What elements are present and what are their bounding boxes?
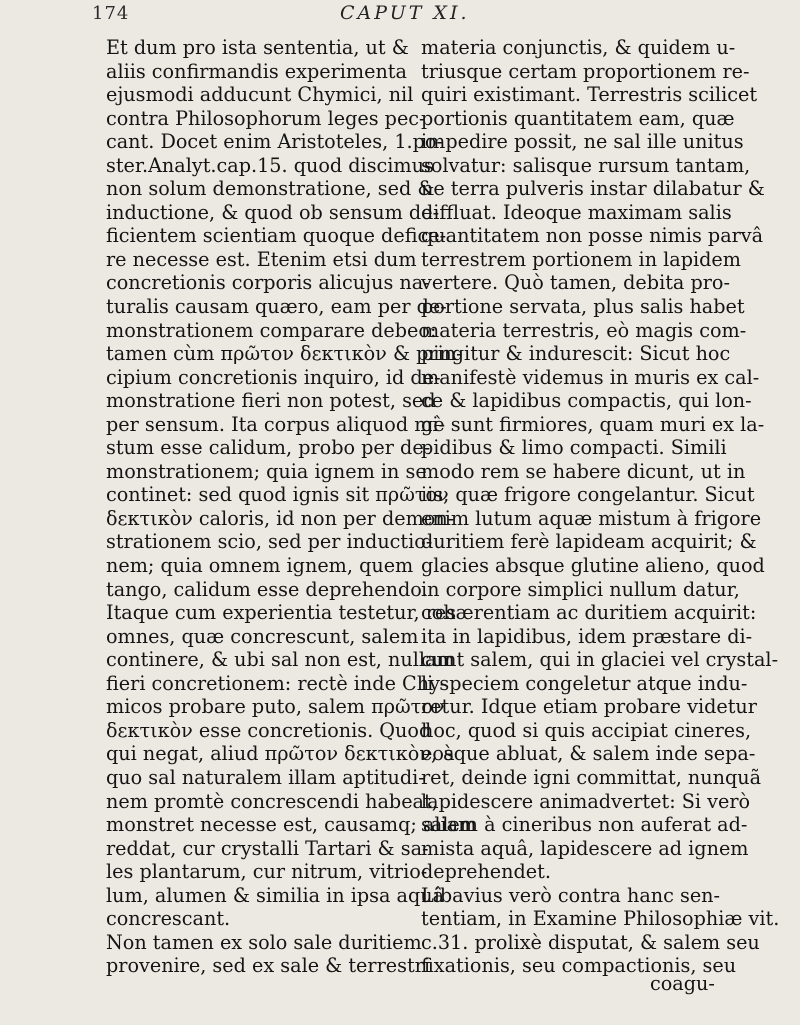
text-line: Non tamen ex solo sale duritiem: [106, 930, 422, 954]
text-line: per sensum. Ita corpus aliquod mi-: [106, 412, 446, 436]
text-line: solvatur: salisque rursum tantam,: [421, 153, 751, 177]
text-line: aliis confirmandis experimenta: [106, 59, 407, 83]
catchword: coagu-: [650, 972, 715, 995]
text-line: deprehendet.: [421, 860, 551, 884]
text-line: fixationis, seu compactionis, seu: [421, 954, 737, 978]
text-line: quo sal naturalem illam aptitudi-: [106, 765, 425, 789]
left-text-column: [106, 36, 477, 978]
text-line: concrescant.: [106, 907, 231, 931]
right-text-column: [421, 36, 780, 978]
page-header: [0, 0, 800, 26]
text-line: vertere. Quò tamen, debita pro-: [421, 271, 730, 295]
text-line: ne terra pulveris instar dilabatur &: [421, 177, 765, 201]
text-line: δεκτικὸν caloris, id non per demon-: [106, 506, 455, 530]
text-line: ster.Analyt.cap.15. quod discimus: [106, 153, 434, 177]
text-line: re necesse est. Etenim etsi dum: [106, 247, 417, 271]
text-line: mista aquâ, lapidescere ad ignem: [421, 836, 749, 860]
text-line: fieri concretionem: rectè inde Chy-: [106, 671, 447, 695]
text-line: omnes, quæ concrescunt, salem: [106, 624, 419, 648]
text-line: gè sunt firmiores, quam muri ex la-: [421, 412, 765, 436]
text-line: lapidescere animadvertet: Si verò: [421, 789, 751, 813]
running-title: CAPUT XI.: [340, 2, 470, 24]
text-line: portione servata, plus salis habet: [421, 295, 745, 319]
text-line: monstrationem; quia ignem in se: [106, 459, 427, 483]
text-line: turalis causam quæro, eam per de-: [106, 295, 447, 319]
text-line: triusque certam proportionem re-: [421, 59, 750, 83]
text-line: li speciem congeletur atque indu-: [421, 671, 748, 695]
text-line: concretionis corporis alicujus na-: [106, 271, 430, 295]
text-line: salem à cineribus non auferat ad-: [421, 813, 748, 837]
text-line: ret, deinde igni committat, nunquã: [421, 765, 762, 789]
text-line: tentiam, in Examine Philosophiæ vit.: [421, 907, 780, 931]
text-line: pidibus & limo compacti. Simili: [421, 436, 727, 460]
text-line: hoc, quod si quis accipiat cineres,: [421, 718, 752, 742]
text-line: lum, alumen & similia in ipsa aquâ: [106, 883, 445, 907]
text-line: micos probare puto, salem πρῶτον: [106, 695, 445, 719]
text-line: quiri existimant. Terrestris scilicet: [421, 83, 758, 107]
text-line: modo rem se habere dicunt, ut in: [421, 459, 746, 483]
text-line: δεκτικὸν esse concretionis. Quod: [106, 718, 432, 742]
text-line: provenire, sed ex sale & terrestri: [106, 954, 430, 978]
text-line: glacies absque glutine alieno, quod: [421, 554, 765, 578]
text-line: stum esse calidum, probo per de-: [106, 436, 431, 460]
text-line: terrestrem portionem in lapidem: [421, 247, 741, 271]
text-line: contra Philosophorum leges pec-: [106, 106, 426, 130]
text-line: eosque abluat, & salem inde sepa-: [421, 742, 756, 766]
text-line: continere, & ubi sal non est, nullam: [106, 648, 455, 672]
text-line: monstrationem comparare debeo:: [106, 318, 437, 342]
page-number: 174: [92, 3, 130, 24]
text-line: non solum demonstratione, sed &: [106, 177, 435, 201]
text-line: monstratione fieri non potest, sed: [106, 389, 436, 413]
text-line: tamen cùm πρῶτον δεκτικὸν & prin-: [106, 342, 463, 366]
text-line: inductione, & quod ob sensum de-: [106, 200, 440, 224]
text-line: nem promtè concrescendi habeat,: [106, 789, 438, 813]
text-line: cohærentiam ac duritiem acquirit:: [421, 601, 757, 625]
text-line: portionis quantitatem eam, quæ: [421, 106, 735, 130]
text-line: materia conjunctis, & quidem u-: [421, 36, 736, 59]
text-line: continet: sed quod ignis sit πρῶτον: [106, 483, 449, 507]
text-line: quantitatem non posse nimis parvâ: [421, 224, 764, 248]
text-line: enim lutum aquæ mistum à frigore: [421, 506, 762, 530]
text-line: iis, quæ frigore congelantur. Sicut: [421, 483, 755, 507]
text-line: nem; quia omnem ignem, quem: [106, 554, 414, 578]
text-line: tango, calidum esse deprehendo.: [106, 577, 428, 601]
text-line: impedire possit, ne sal ille unitus: [421, 130, 744, 154]
text-line: ce & lapidibus compactis, qui lon-: [421, 389, 752, 413]
text-line: strationem scio, sed per inductio-: [106, 530, 433, 554]
text-line: ficientem scientiam quoque defice-: [106, 224, 447, 248]
text-line: cant. Docet enim Aristoteles, 1.po-: [106, 130, 443, 154]
text-line: diffluat. Ideoque maximam salis: [421, 200, 732, 224]
text-line: cipium concretionis inquiro, id de-: [106, 365, 441, 389]
text-line: materia terrestris, eò magis com-: [421, 318, 747, 342]
text-line: Libavius verò contra hanc sen-: [421, 883, 721, 907]
text-line: les plantarum, cur nitrum, vitrio-: [106, 860, 428, 884]
text-line: c.31. prolixè disputat, & salem seu: [421, 930, 760, 954]
text-line: pingitur & indurescit: Sicut hoc: [421, 342, 731, 366]
text-line: manifestè videmus in muris ex cal-: [421, 365, 760, 389]
text-line: Itaque cum experientia testetur, res: [106, 601, 457, 625]
text-line: retur. Idque etiam probare videtur: [421, 695, 757, 719]
text-line: Et dum pro ista sententia, ut &: [106, 36, 409, 59]
text-line: ita in lapidibus, idem præstare di-: [421, 624, 753, 648]
text-line: duritiem ferè lapideam acquirit; &: [421, 530, 757, 554]
text-line: reddat, cur crystalli Tartari & sa-: [106, 836, 429, 860]
text-line: ejusmodi adducunt Chymici, nil: [106, 83, 414, 107]
text-line: monstret necesse est, causamq; aliam: [106, 813, 477, 837]
text-line: cunt salem, qui in glaciei vel crystal-: [421, 648, 779, 672]
text-line: in corpore simplici nullum datur,: [421, 577, 740, 601]
text-line: qui negat, aliud πρῶτον δεκτικὸν, à: [106, 742, 455, 766]
